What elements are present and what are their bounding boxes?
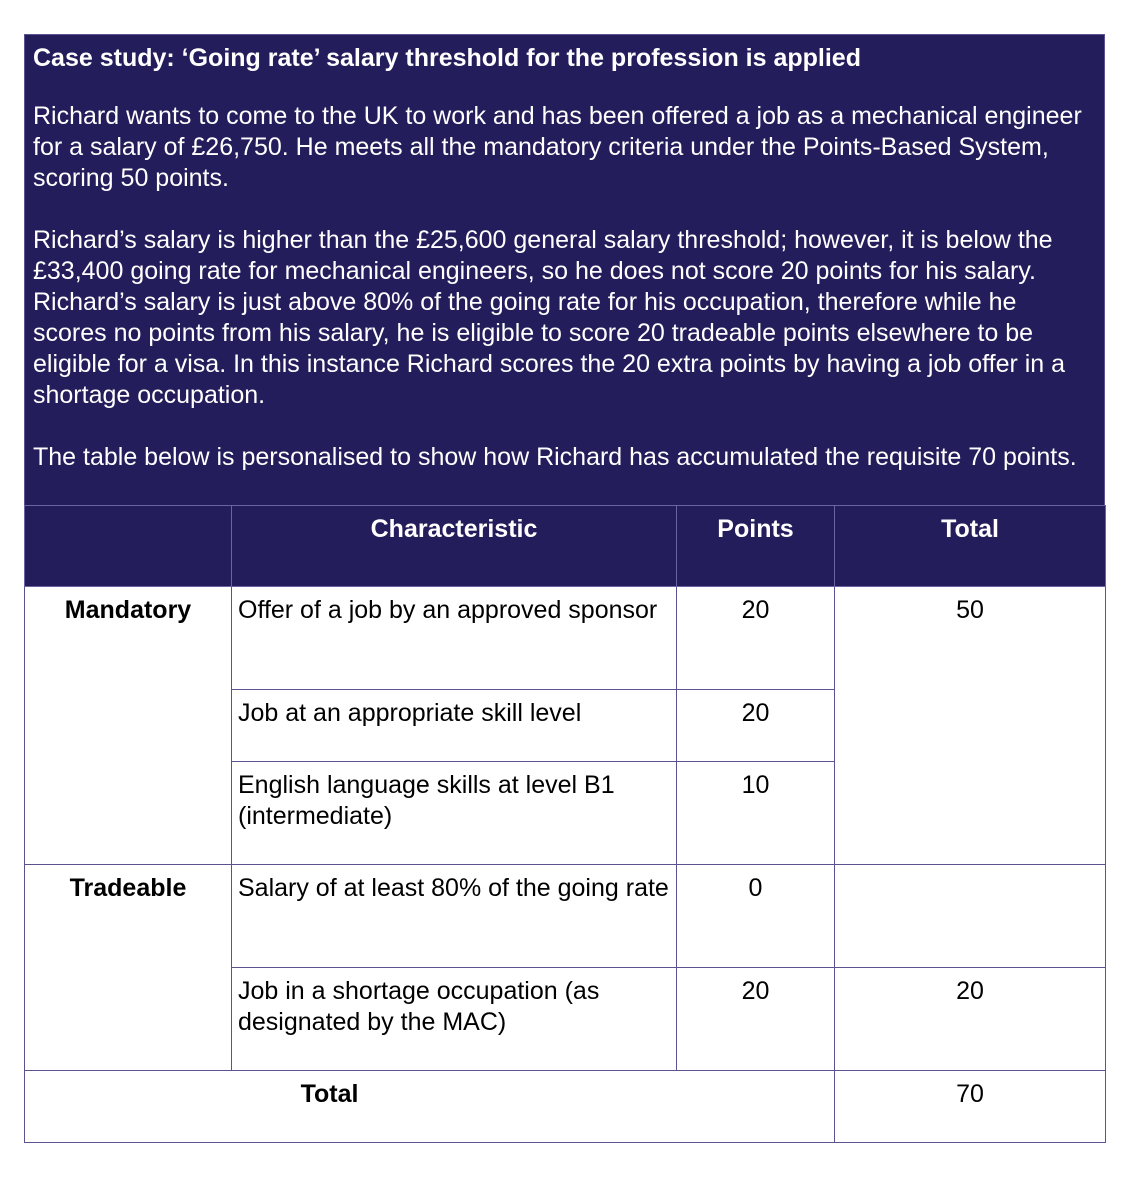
table-row	[25, 587, 1106, 690]
characteristic-cell: English language skills at level B1 (intermediate)	[232, 762, 677, 865]
tradeable-total-cell	[835, 865, 1106, 968]
mandatory-label: Mandatory	[25, 587, 232, 865]
points-cell: 10	[677, 762, 835, 865]
header-points: Points	[677, 506, 835, 587]
case-paragraph-3: The table below is personalised to show how Richard has accumulated the requisite 70 points.	[33, 443, 1077, 471]
header-total: Total	[835, 506, 1106, 587]
tradeable-label: Tradeable	[25, 865, 232, 1071]
points-cell: 20	[677, 587, 835, 690]
case-study-box	[24, 34, 1105, 1143]
tradeable-total-cell: 20	[835, 968, 1106, 1071]
points-cell: 20	[677, 690, 835, 762]
points-table	[24, 505, 1106, 1143]
points-cell: 0	[677, 865, 835, 968]
case-study-title: Case study: ‘Going rate’ salary threshold for the profession is applied	[33, 44, 861, 72]
points-cell: 20	[677, 968, 835, 1071]
header-characteristic: Characteristic	[232, 506, 677, 587]
table-total-row	[25, 1071, 1106, 1143]
table-header-row	[25, 506, 1106, 587]
header-empty	[25, 506, 232, 587]
case-study-banner	[24, 34, 1105, 505]
table-row	[25, 865, 1106, 968]
grand-total-value: 70	[835, 1071, 1106, 1143]
case-paragraph-1: Richard wants to come to the UK to work and has been offered a job as a mechanical engineer for a salary of £26,750. He meets all the mandatory criteria under the Points-Based System, scoring 50 points.	[33, 102, 1082, 192]
case-paragraph-2: Richard’s salary is higher than the £25,600 general salary threshold; however, it is below the £33,400 going rate for mechanical engineers, so he does not score 20 points for his salary. Richard’s salary is just above 80% of the going rate for his occupation, therefore while he scores no points from his salary, he is eligible to score 20 tradeable points elsewhere to be eligible for a visa. In this instance Richard scores the 20 extra points by having a job offer in a shortage occupation.	[33, 226, 1066, 409]
characteristic-cell: Job at an appropriate skill level	[232, 690, 677, 762]
characteristic-cell: Job in a shortage occupation (as designated by the MAC)	[232, 968, 677, 1071]
characteristic-cell: Salary of at least 80% of the going rate	[232, 865, 677, 968]
mandatory-total: 50	[835, 587, 1106, 865]
grand-total-label: Total	[25, 1071, 835, 1143]
characteristic-cell: Offer of a job by an approved sponsor	[232, 587, 677, 690]
